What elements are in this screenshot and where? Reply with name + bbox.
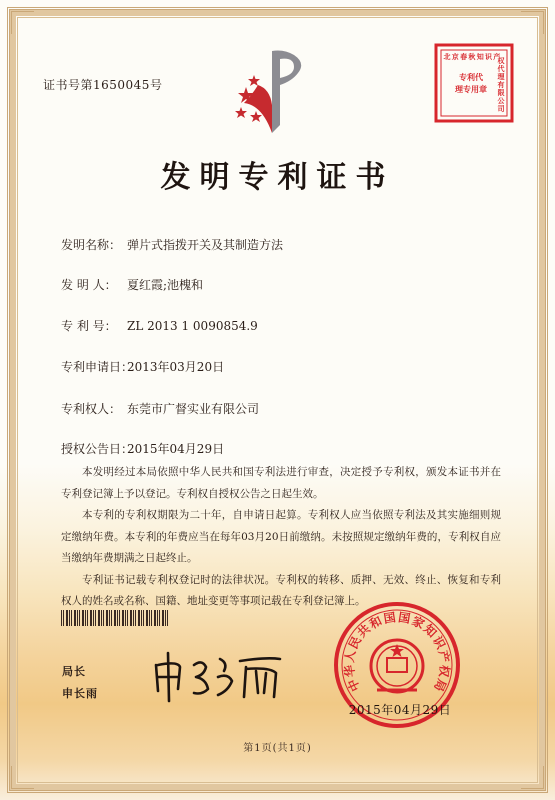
seal-char: 国 — [397, 610, 412, 626]
seal-char: 识 — [429, 634, 448, 652]
director-signature-icon — [148, 647, 288, 705]
agency-stamp-char: 代 — [497, 65, 505, 73]
field-value: 夏红霞;池槐和 — [127, 278, 204, 292]
agency-stamp-char: 权 — [497, 57, 505, 65]
field-value: 弹片式指拨开关及其制造方法 — [127, 238, 284, 252]
seal-char: 知 — [420, 621, 440, 641]
field-filing-date — [61, 358, 224, 375]
field-label: 专利申请日： — [61, 360, 134, 374]
seal-char: 权 — [436, 664, 452, 678]
seal-char: 共 — [354, 621, 374, 641]
agency-stamp-char: 司 — [497, 105, 505, 113]
agency-stamp-icon — [433, 42, 515, 124]
certificate-body-text — [61, 462, 501, 613]
seal-date: 2015年04月29日 — [348, 703, 452, 717]
corner-ornament — [521, 766, 544, 789]
field-label: 发明名称： — [61, 238, 122, 252]
agency-stamp-char: 知 — [476, 53, 484, 61]
body-paragraph: 本发明经过本局依照中华人民共和国专利法进行审查，决定授予专利权，颁发本证书并在专利登记簿上予以登记。专利权自授权公告之日起生效。 — [61, 466, 501, 500]
field-grant-date — [61, 440, 224, 457]
field-label: 授权公告日： — [61, 442, 134, 456]
agency-stamp-char: 产 — [493, 53, 501, 61]
agency-stamp-char: 理 — [497, 73, 505, 81]
seal-char: 家 — [409, 613, 427, 632]
field-invention-name — [61, 236, 283, 253]
agency-stamp-center-text: 理专用章 — [455, 85, 487, 94]
page-footer: 第1页(共1页) — [243, 743, 312, 754]
patent-office-emblem-icon — [232, 45, 324, 140]
agency-stamp-char: 秋 — [468, 53, 476, 61]
agency-stamp-center-text: 专利代 — [459, 73, 483, 82]
corner-ornament — [11, 11, 34, 34]
director-name: 申长雨 — [62, 687, 98, 700]
seal-char: 中 — [345, 676, 363, 694]
certificate-number: 证书号第1650045号 — [43, 78, 163, 92]
agency-stamp-char: 春 — [460, 53, 468, 61]
agency-stamp-char: 有 — [497, 81, 505, 89]
field-label: 发 明 人： — [61, 278, 117, 292]
field-patentee — [61, 400, 259, 417]
agency-stamp-char: 京 — [451, 53, 459, 61]
barcode — [61, 610, 169, 626]
corner-ornament — [11, 766, 34, 789]
agency-stamp-char: 限 — [497, 89, 505, 97]
body-paragraph: 本专利的专利权期限为二十年，自申请日起算。专利权人应当依照专利法及其实施细则规定缴纳年费。本专利的年费应当在每年03月20日前缴纳。未按照规定缴纳年费的，专利权自应当缴纳年费期满之日起终止。 — [61, 509, 501, 564]
seal-char: 和 — [367, 613, 385, 632]
field-patent-number — [61, 317, 258, 334]
seal-char: 产 — [435, 649, 452, 664]
seal-char: 民 — [346, 634, 365, 652]
seal-char: 国 — [382, 610, 397, 626]
field-inventors — [61, 276, 203, 293]
field-value: ZL 2013 1 0090854.9 — [127, 319, 258, 333]
agency-stamp-char: 识 — [485, 53, 492, 61]
director-title: 局长 — [62, 665, 86, 678]
agency-stamp-char: 公 — [497, 97, 505, 105]
field-value: 2013年03月20日 — [127, 360, 225, 374]
body-paragraph: 专利证书记载专利权登记时的法律状况。专利权的转移、质押、无效、终止、恢复和专利权人的姓名或名称、国籍、地址变更等事项记载在专利登记簿上。 — [61, 573, 501, 607]
field-value: 东莞市广督实业有限公司 — [127, 402, 260, 416]
seal-char: 华 — [342, 664, 358, 678]
field-label: 专利权人： — [61, 402, 122, 416]
seal-char: 局 — [431, 676, 449, 694]
certificate-title: 发明专利证书 — [160, 160, 395, 195]
field-label: 专 利 号： — [61, 319, 117, 333]
field-value: 2015年04月29日 — [127, 442, 225, 456]
agency-stamp-char: 北 — [443, 53, 451, 61]
seal-char: 人 — [342, 649, 359, 664]
corner-ornament — [521, 11, 544, 34]
